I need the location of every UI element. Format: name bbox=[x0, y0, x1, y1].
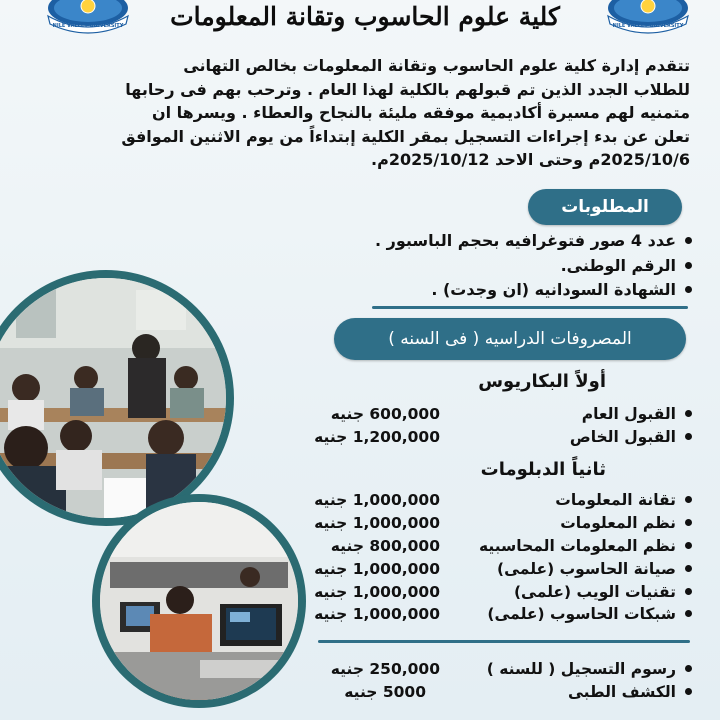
bullet-icon bbox=[685, 433, 692, 440]
list-item bbox=[300, 229, 692, 254]
fee-amount: 1,000,000 جنيه bbox=[314, 491, 440, 509]
fee-amount: 600,000 جنيه bbox=[330, 405, 440, 423]
bullet-icon bbox=[685, 565, 692, 572]
bullet-icon bbox=[685, 237, 692, 244]
fee-row bbox=[314, 583, 692, 604]
fees-label: المصروفات الدراسيه ( فى السنه ) bbox=[334, 318, 686, 360]
bullet-icon bbox=[685, 519, 692, 526]
intro-line: تعلن عن بدء إجراءات التسجيل بمقر الكلية إبتداءاً من يوم الاثنين الموافق bbox=[121, 126, 690, 146]
fee-amount: 800,000 جنيه bbox=[330, 537, 440, 555]
bullet-icon bbox=[685, 665, 692, 672]
requirements-label: المطلوبات bbox=[528, 189, 682, 225]
fee-row bbox=[314, 560, 692, 581]
computer-lab-photo bbox=[92, 494, 306, 708]
divider bbox=[318, 640, 690, 643]
page-title: كلية علوم الحاسوب وتقانة المعلومات bbox=[170, 2, 560, 31]
fee-row bbox=[314, 683, 692, 704]
intro-paragraph bbox=[14, 54, 690, 172]
intro-line: تتقدم إدارة كلية علوم الحاسوب وتقانة المعلومات بخالص التهانى bbox=[183, 56, 690, 75]
fee-name: نظم المعلومات bbox=[560, 514, 692, 532]
fee-row bbox=[314, 537, 692, 558]
requirement-text: الرقم الوطنى. bbox=[560, 255, 676, 275]
requirements-list bbox=[300, 229, 692, 303]
fee-name: الكشف الطبى bbox=[568, 683, 692, 701]
bullet-icon bbox=[685, 410, 692, 417]
fee-name: القبول العام bbox=[582, 405, 692, 423]
fee-row bbox=[314, 491, 692, 512]
bachelor-heading: أولاً البكاريوس bbox=[478, 371, 606, 392]
bullet-icon bbox=[685, 286, 692, 293]
fee-row bbox=[314, 605, 692, 626]
bullet-icon bbox=[685, 262, 692, 269]
fee-amount: 1,200,000 جنيه bbox=[314, 428, 440, 446]
university-crest-icon bbox=[600, 0, 696, 34]
intro-line: للطلاب الجدد الذين تم قبولهم بالكلية لهذا العام . وترحب بهم فى رحابها bbox=[125, 79, 690, 99]
fee-amount: 1,000,000 جنيه bbox=[314, 583, 440, 601]
diplomas-heading: ثانياً الدبلومات bbox=[480, 459, 606, 480]
fee-row bbox=[314, 514, 692, 535]
logo-caption: NILE VALLEY UNIVERSITY bbox=[612, 23, 684, 29]
fee-name: تقنيات الويب (علمى) bbox=[514, 583, 692, 601]
bullet-icon bbox=[685, 542, 692, 549]
fee-amount: 1,000,000 جنيه bbox=[314, 605, 440, 623]
fee-amount: 250,000 جنيه bbox=[330, 660, 440, 678]
fee-amount: 1,000,000 جنيه bbox=[314, 514, 440, 532]
list-item bbox=[300, 278, 692, 303]
bullet-icon bbox=[685, 496, 692, 503]
fee-row bbox=[314, 428, 692, 449]
university-crest-icon bbox=[40, 0, 136, 34]
divider bbox=[372, 306, 688, 309]
intro-line: متمنيه لهم مسيرة أكاديمية موفقه مليئة بالنجاح والعطاء . ويسرها ان bbox=[151, 103, 690, 123]
fee-name: نظم المعلومات المحاسبيه bbox=[479, 537, 692, 555]
requirement-text: الشهادة السودانيه (ان وجدت) . bbox=[431, 280, 676, 299]
fee-name: تقانة المعلومات bbox=[555, 491, 692, 509]
bullet-icon bbox=[685, 610, 692, 617]
fee-name: صيانة الحاسوب (علمى) bbox=[497, 560, 692, 578]
bullet-icon bbox=[685, 588, 692, 595]
fee-amount: 5000 جنيه bbox=[344, 683, 426, 701]
header bbox=[0, 0, 720, 40]
logo-caption: NILE VALLEY UNIVERSITY bbox=[52, 23, 124, 29]
intro-line: 2025/10/6م وحتى الاحد 2025/10/12م. bbox=[371, 150, 690, 170]
bullet-icon bbox=[685, 688, 692, 695]
fee-amount: 1,000,000 جنيه bbox=[314, 560, 440, 578]
requirement-text: عدد 4 صور فتوغرافيه بحجم الباسبور . bbox=[375, 231, 676, 250]
fee-name: القبول الخاص bbox=[570, 428, 692, 446]
list-item bbox=[300, 254, 692, 279]
fee-row bbox=[314, 405, 692, 426]
fee-name: رسوم التسجيل ( للسنه ) bbox=[487, 660, 692, 678]
fee-name: شبكات الحاسوب (علمى) bbox=[487, 605, 692, 623]
fee-row bbox=[314, 660, 692, 681]
